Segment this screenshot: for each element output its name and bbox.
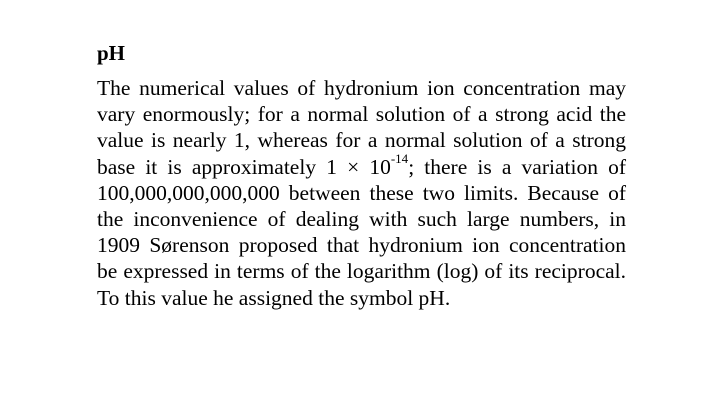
- paragraph-text-part1: The numerical values of hydronium ion concentration may vary enormously; for a normal solution of a strong acid the value is nearly 1, whereas for a normal solution of a strong base it is approximately 1 × 10: [97, 76, 626, 179]
- slide-title: pH: [97, 41, 126, 65]
- exponent: -14: [390, 151, 409, 167]
- body-paragraph: [97, 75, 626, 311]
- paragraph-text-part2: ; there is a variation of 100,000,000,000,000 between these two limits. Because of the inconvenience of dealing with such large numbers, in 1909 Sørenson proposed that hydronium ion concentration be expressed in terms of the logarithm (log) of its reciprocal. To this value he assigned the symbol pH.: [97, 154, 626, 310]
